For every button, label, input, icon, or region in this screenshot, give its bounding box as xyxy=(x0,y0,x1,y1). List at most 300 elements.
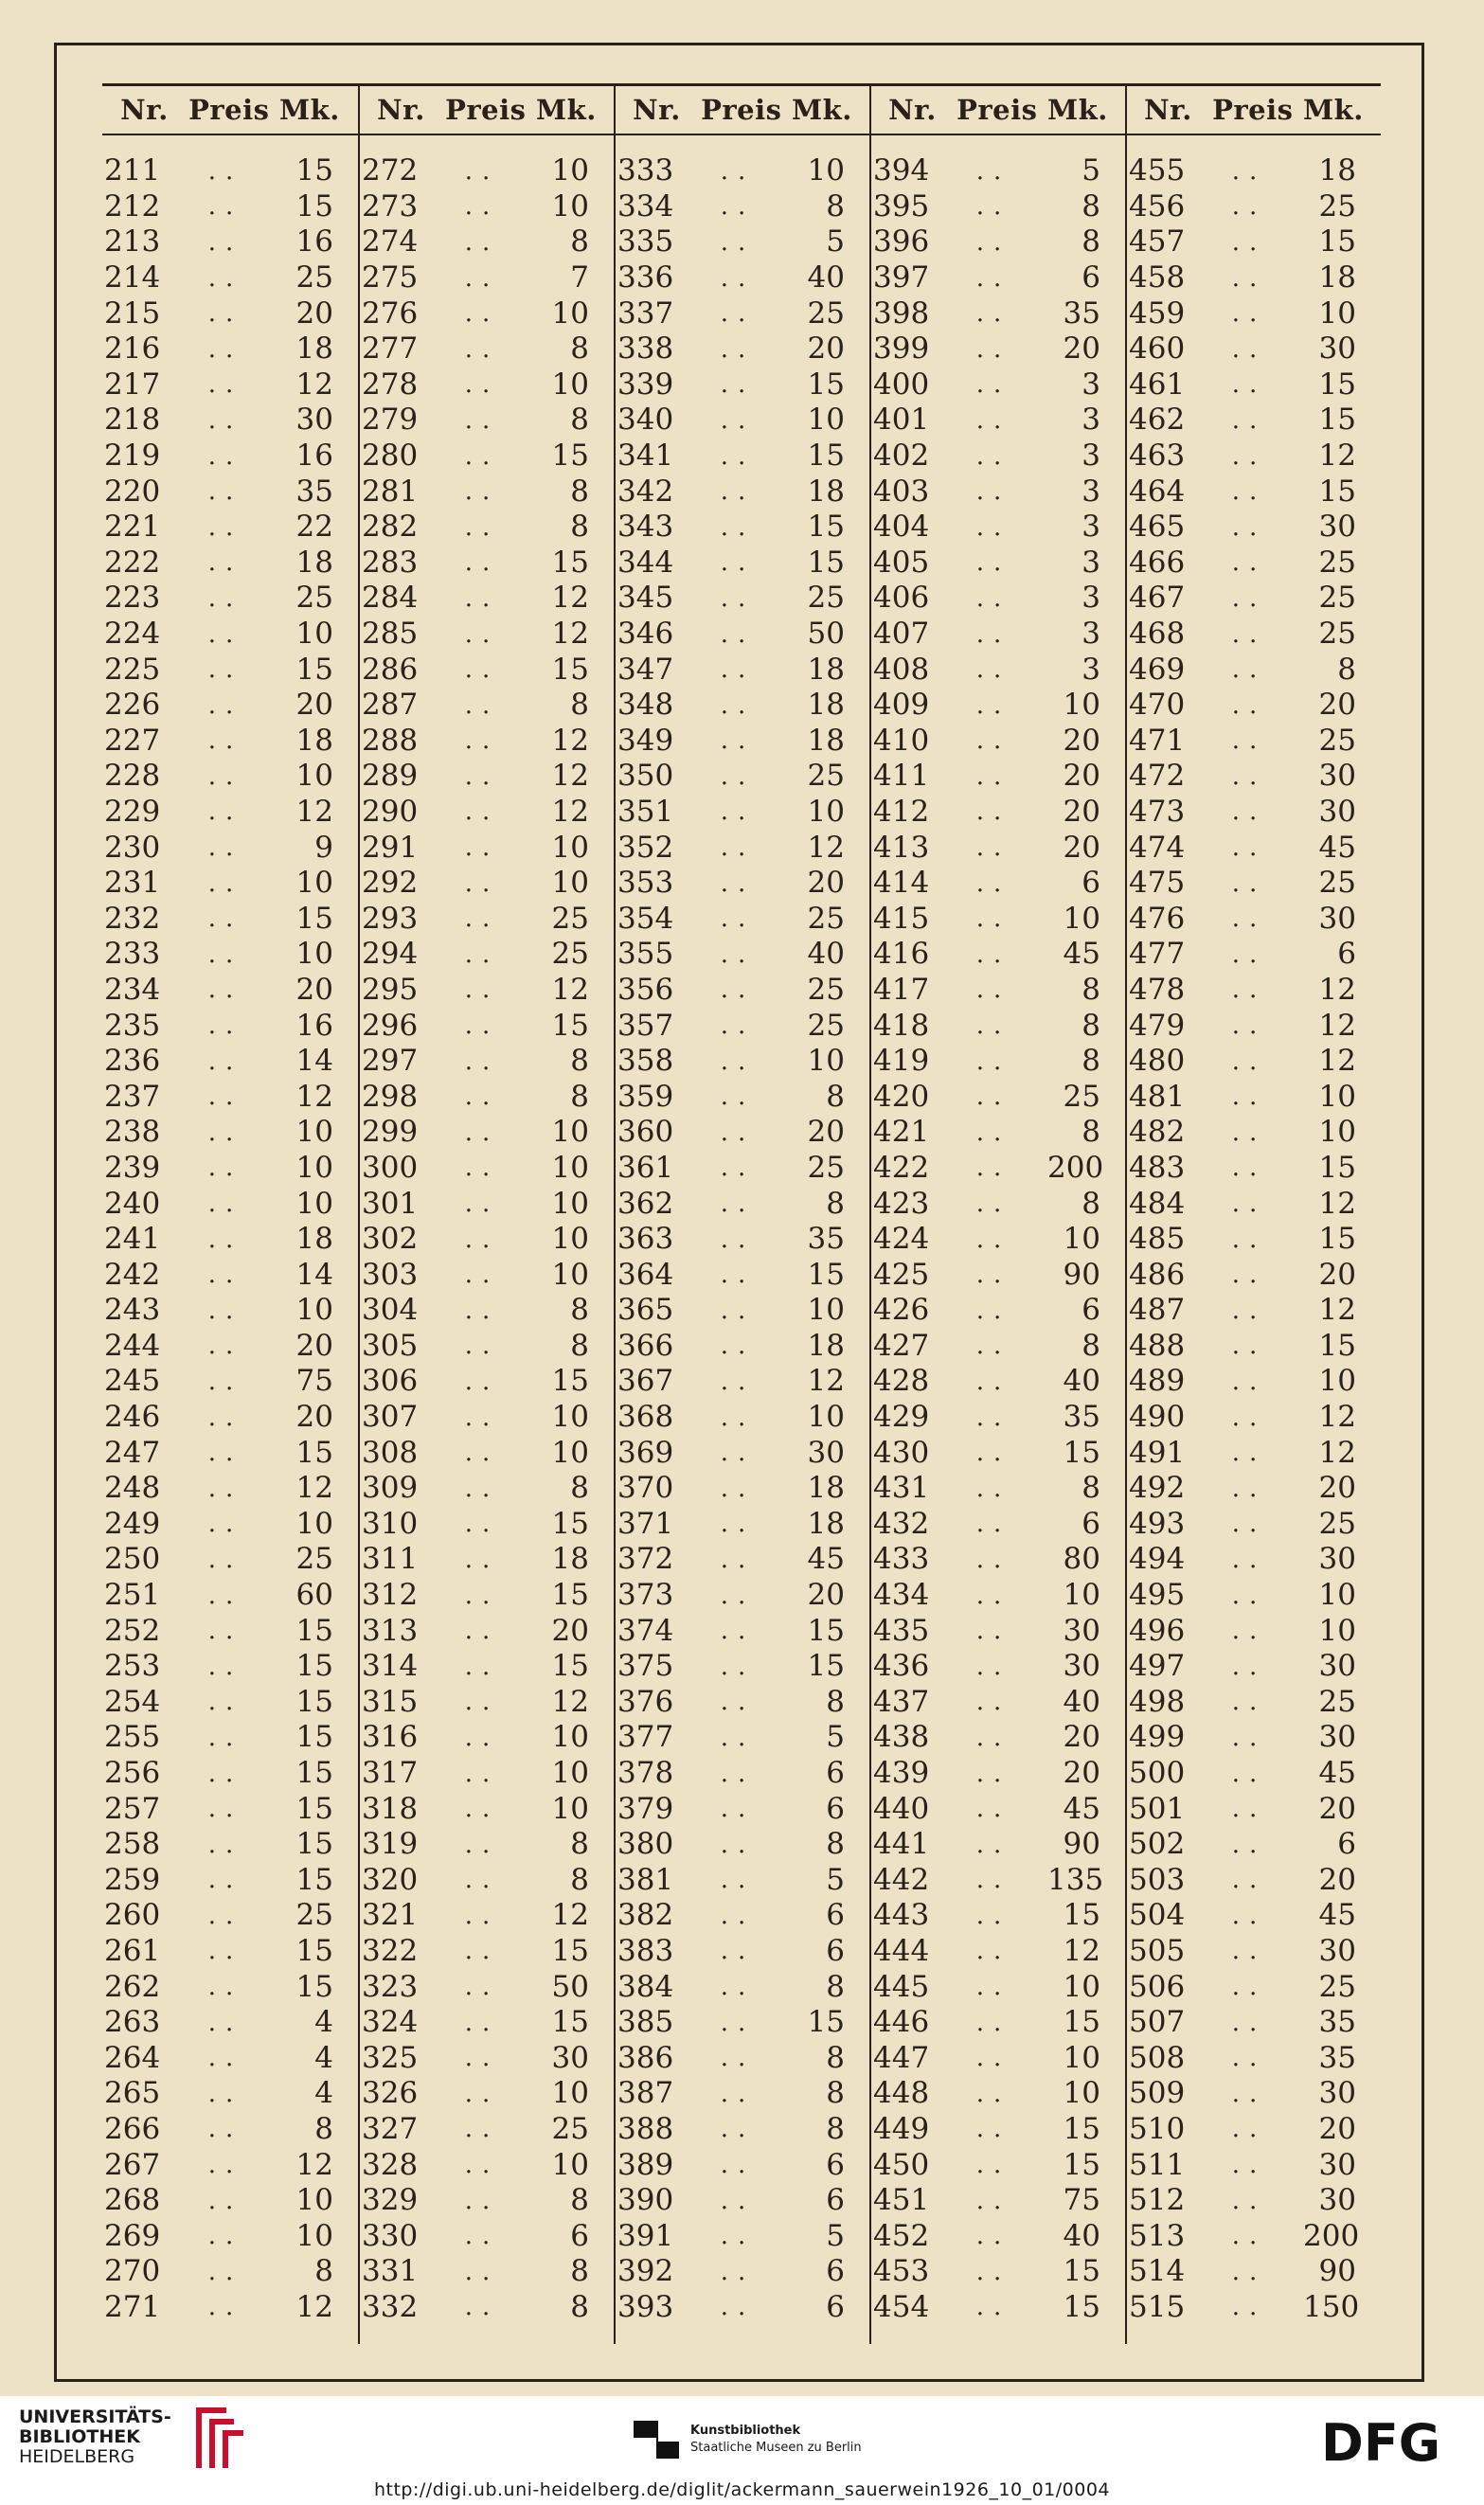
item-number: 275 xyxy=(362,260,419,295)
item-number: 387 xyxy=(617,2076,674,2111)
table-row xyxy=(102,1969,358,2005)
item-price: 90 xyxy=(1318,2254,1356,2289)
table-row xyxy=(102,1329,358,1365)
table-row xyxy=(1127,1756,1381,1792)
item-price: 10 xyxy=(551,188,589,224)
item-price: 10 xyxy=(1063,1969,1100,2004)
kunstbibliothek-logo[interactable] xyxy=(630,2413,862,2466)
item-price: 45 xyxy=(1063,937,1100,972)
item-price: 16 xyxy=(295,224,333,259)
table-row xyxy=(102,1151,358,1187)
item-number: 228 xyxy=(104,759,161,794)
item-number: 220 xyxy=(104,474,161,509)
item-number: 217 xyxy=(104,367,161,402)
table-row xyxy=(616,1222,869,1258)
table-row xyxy=(616,2112,869,2148)
item-price: 5 xyxy=(826,224,845,259)
leader-dots: .. xyxy=(720,2222,756,2251)
item-price: 25 xyxy=(1318,581,1356,616)
table-row xyxy=(616,295,869,331)
table-row xyxy=(871,724,1125,760)
leader-dots: .. xyxy=(207,1581,243,1610)
item-number: 361 xyxy=(617,1150,674,1185)
item-price: 15 xyxy=(807,545,845,580)
table-row xyxy=(871,1435,1125,1471)
leader-dots: .. xyxy=(464,619,500,649)
table-row xyxy=(360,2254,614,2290)
item-price: 30 xyxy=(1318,2076,1356,2111)
item-price: 15 xyxy=(295,1791,333,1826)
item-price: 10 xyxy=(1063,688,1100,723)
item-price: 30 xyxy=(1318,510,1356,545)
item-price: 12 xyxy=(295,1079,333,1114)
table-row xyxy=(616,1578,869,1614)
item-price: 4 xyxy=(314,2040,333,2075)
item-price: 25 xyxy=(295,1898,333,1933)
table-row xyxy=(360,1257,614,1293)
leader-dots: .. xyxy=(975,2257,1011,2286)
leader-dots: .. xyxy=(720,441,756,471)
header-nr: Nr. xyxy=(888,94,937,126)
table-row xyxy=(360,1222,614,1258)
table-row xyxy=(616,1969,869,2005)
table-row xyxy=(616,1257,869,1293)
item-price: 10 xyxy=(1318,1115,1356,1150)
price-column xyxy=(1125,86,1381,2344)
leader-dots: .. xyxy=(720,655,756,685)
item-number: 347 xyxy=(617,652,674,687)
table-row xyxy=(871,1044,1125,1080)
item-number: 258 xyxy=(104,1827,161,1862)
table-row xyxy=(616,1507,869,1543)
item-number: 286 xyxy=(362,652,419,687)
leader-dots: .. xyxy=(1231,1225,1267,1254)
item-price: 8 xyxy=(826,1684,845,1719)
item-number: 300 xyxy=(362,1150,419,1185)
item-number: 366 xyxy=(617,1328,674,1363)
item-number: 503 xyxy=(1129,1862,1186,1897)
item-price: 15 xyxy=(295,901,333,936)
item-price: 8 xyxy=(1082,1115,1100,1150)
item-number: 422 xyxy=(873,1150,930,1185)
item-price: 12 xyxy=(1318,1400,1356,1435)
leader-dots: .. xyxy=(720,1225,756,1254)
item-price: 10 xyxy=(295,1293,333,1328)
item-price: 15 xyxy=(1318,1150,1356,1185)
leader-dots: .. xyxy=(1231,1759,1267,1788)
item-number: 358 xyxy=(617,1044,674,1079)
item-number: 473 xyxy=(1129,794,1186,829)
item-number: 376 xyxy=(617,1684,674,1719)
item-number: 511 xyxy=(1129,2147,1186,2182)
item-number: 213 xyxy=(104,224,161,259)
item-number: 340 xyxy=(617,403,674,438)
leader-dots: .. xyxy=(464,441,500,471)
table-row xyxy=(360,2005,614,2041)
item-number: 215 xyxy=(104,295,161,331)
leader-dots: .. xyxy=(720,797,756,827)
item-number: 356 xyxy=(617,972,674,1007)
header-preis: Preis Mk. xyxy=(701,94,852,126)
item-number: 354 xyxy=(617,901,674,936)
item-price: 20 xyxy=(1063,1720,1100,1755)
leader-dots: .. xyxy=(1231,1866,1267,1895)
table-row xyxy=(360,973,614,1009)
item-number: 465 xyxy=(1129,510,1186,545)
table-row xyxy=(1127,1471,1381,1507)
item-price: 40 xyxy=(1063,2218,1100,2253)
table-row xyxy=(871,331,1125,367)
item-number: 339 xyxy=(617,367,674,402)
table-row xyxy=(1127,438,1381,474)
leader-dots: .. xyxy=(207,1225,243,1254)
item-number: 266 xyxy=(104,2111,161,2146)
item-number: 294 xyxy=(362,937,419,972)
item-price: 90 xyxy=(1063,1827,1100,1862)
item-price: 20 xyxy=(1318,2111,1356,2146)
item-price: 15 xyxy=(807,1613,845,1648)
table-row xyxy=(616,1542,869,1578)
leader-dots: .. xyxy=(975,512,1011,542)
item-number: 245 xyxy=(104,1364,161,1399)
item-price: 10 xyxy=(551,830,589,865)
item-price: 10 xyxy=(295,617,333,652)
item-number: 405 xyxy=(873,545,930,580)
leader-dots: .. xyxy=(1231,690,1267,720)
leader-dots: .. xyxy=(464,904,500,934)
leader-dots: .. xyxy=(464,227,500,257)
item-price: 7 xyxy=(570,260,589,295)
item-number: 357 xyxy=(617,1008,674,1043)
item-price: 12 xyxy=(295,1471,333,1506)
item-price: 40 xyxy=(1063,1364,1100,1399)
item-price: 15 xyxy=(1318,403,1356,438)
leader-dots: .. xyxy=(464,1866,500,1895)
table-row xyxy=(102,617,358,653)
item-number: 360 xyxy=(617,1115,674,1150)
item-number: 310 xyxy=(362,1506,419,1541)
source-url[interactable]: http://digi.ub.uni-heidelberg.de/diglit/ackermann_sauerwein1926_10_01/0004 xyxy=(373,2479,1111,2500)
table-row xyxy=(360,1400,614,1436)
leader-dots: .. xyxy=(1231,868,1267,898)
leader-dots: .. xyxy=(207,726,243,756)
leader-dots: .. xyxy=(464,263,500,293)
item-price: 25 xyxy=(807,581,845,616)
table-row xyxy=(616,581,869,617)
leader-dots: .. xyxy=(975,334,1011,364)
table-row xyxy=(360,1008,614,1044)
item-price: 15 xyxy=(807,510,845,545)
table-row xyxy=(1127,295,1381,331)
item-number: 394 xyxy=(873,153,930,188)
item-number: 441 xyxy=(873,1827,930,1862)
table-row xyxy=(871,153,1125,189)
item-price: 15 xyxy=(551,652,589,687)
table-row xyxy=(102,2254,358,2290)
table-row xyxy=(616,260,869,296)
item-price: 25 xyxy=(551,901,589,936)
leader-dots: .. xyxy=(720,1296,756,1325)
item-number: 391 xyxy=(617,2218,674,2253)
item-number: 289 xyxy=(362,759,419,794)
leader-dots: .. xyxy=(975,1154,1011,1183)
table-row xyxy=(1127,1115,1381,1151)
item-price: 10 xyxy=(551,1400,589,1435)
leader-dots: .. xyxy=(464,156,500,186)
table-row xyxy=(360,510,614,546)
leader-dots: .. xyxy=(464,1047,500,1076)
leader-dots: .. xyxy=(1231,1545,1267,1574)
item-number: 307 xyxy=(362,1400,419,1435)
leader-dots: .. xyxy=(720,833,756,863)
item-price: 8 xyxy=(570,1827,589,1862)
item-number: 429 xyxy=(873,1400,930,1435)
item-price: 12 xyxy=(1318,1008,1356,1043)
table-row xyxy=(871,224,1125,260)
item-number: 344 xyxy=(617,545,674,580)
leader-dots: .. xyxy=(720,1118,756,1147)
item-number: 263 xyxy=(104,2005,161,2040)
table-row xyxy=(102,2076,358,2112)
item-price: 25 xyxy=(807,759,845,794)
table-row xyxy=(360,153,614,189)
dfg-logo[interactable] xyxy=(1321,2413,1463,2466)
leader-dots: .. xyxy=(464,405,500,435)
table-row xyxy=(1127,1222,1381,1258)
item-price: 8 xyxy=(1082,224,1100,259)
item-price: 20 xyxy=(551,1613,589,1648)
leader-dots: .. xyxy=(1231,1190,1267,1219)
item-number: 329 xyxy=(362,2183,419,2218)
item-number: 230 xyxy=(104,830,161,865)
item-number: 211 xyxy=(104,153,161,188)
leader-dots: .. xyxy=(720,477,756,507)
leader-dots: .. xyxy=(720,548,756,578)
table-row xyxy=(102,1008,358,1044)
item-number: 505 xyxy=(1129,1933,1186,1968)
item-number: 364 xyxy=(617,1257,674,1292)
table-row xyxy=(871,1115,1125,1151)
item-number: 335 xyxy=(617,224,674,259)
leader-dots: .. xyxy=(720,1866,756,1895)
leader-dots: .. xyxy=(207,904,243,934)
price-column xyxy=(614,86,869,2344)
item-price: 8 xyxy=(1082,1008,1100,1043)
leader-dots: .. xyxy=(207,1545,243,1574)
item-price: 4 xyxy=(314,2076,333,2111)
item-number: 450 xyxy=(873,2147,930,2182)
table-row xyxy=(616,1044,869,1080)
item-number: 492 xyxy=(1129,1471,1186,1506)
item-price: 8 xyxy=(1082,188,1100,224)
leader-dots: .. xyxy=(1231,1261,1267,1290)
table-row xyxy=(1127,581,1381,617)
table-row xyxy=(102,652,358,688)
item-price: 10 xyxy=(551,1186,589,1221)
leader-dots: .. xyxy=(207,1652,243,1681)
table-row xyxy=(616,474,869,510)
table-row xyxy=(871,973,1125,1009)
table-row xyxy=(871,830,1125,866)
item-price: 8 xyxy=(1337,652,1356,687)
ub-heidelberg-logo[interactable] xyxy=(19,2402,247,2473)
leader-dots: .. xyxy=(464,797,500,827)
item-number: 362 xyxy=(617,1186,674,1221)
item-number: 490 xyxy=(1129,1400,1186,1435)
leader-dots: .. xyxy=(975,2079,1011,2108)
table-row xyxy=(871,1898,1125,1934)
item-number: 476 xyxy=(1129,901,1186,936)
item-price: 18 xyxy=(295,1222,333,1257)
table-row xyxy=(1127,2040,1381,2076)
leader-dots: .. xyxy=(207,1723,243,1752)
item-price: 8 xyxy=(314,2254,333,2289)
item-number: 468 xyxy=(1129,617,1186,652)
item-number: 390 xyxy=(617,2183,674,2218)
leader-dots: .. xyxy=(1231,1617,1267,1646)
item-number: 482 xyxy=(1129,1115,1186,1150)
item-number: 434 xyxy=(873,1578,930,1613)
leader-dots: .. xyxy=(975,299,1011,329)
table-row xyxy=(616,1685,869,1721)
table-row xyxy=(360,1578,614,1614)
table-row xyxy=(360,1364,614,1400)
item-price: 15 xyxy=(807,1257,845,1292)
table-row xyxy=(616,2183,869,2219)
item-price: 18 xyxy=(551,1542,589,1577)
leader-dots: .. xyxy=(464,1830,500,1859)
item-number: 252 xyxy=(104,1613,161,1648)
table-row xyxy=(871,546,1125,582)
item-price: 50 xyxy=(551,1969,589,2004)
item-number: 411 xyxy=(873,759,930,794)
leader-dots: .. xyxy=(720,2079,756,2108)
leader-dots: .. xyxy=(464,1083,500,1112)
item-price: 15 xyxy=(295,1720,333,1755)
leader-dots: .. xyxy=(207,1830,243,1859)
item-price: 18 xyxy=(807,1471,845,1506)
table-row xyxy=(102,795,358,831)
table-row xyxy=(102,1791,358,1827)
table-row xyxy=(616,724,869,760)
item-number: 445 xyxy=(873,1969,930,2004)
item-price: 30 xyxy=(1318,1933,1356,1968)
leader-dots: .. xyxy=(464,1190,500,1219)
table-row xyxy=(616,1791,869,1827)
item-price: 12 xyxy=(295,2289,333,2324)
item-number: 292 xyxy=(362,866,419,901)
item-price: 6 xyxy=(826,1933,845,1968)
table-row xyxy=(1127,1827,1381,1863)
item-price: 15 xyxy=(1063,2289,1100,2324)
item-price: 8 xyxy=(826,1827,845,1862)
leader-dots: .. xyxy=(720,904,756,934)
item-price: 8 xyxy=(314,2111,333,2146)
item-price: 10 xyxy=(551,1257,589,1292)
table-row xyxy=(360,403,614,438)
leader-dots: .. xyxy=(1231,1510,1267,1539)
leader-dots: .. xyxy=(207,263,243,293)
leader-dots: .. xyxy=(207,1261,243,1290)
table-row xyxy=(102,901,358,937)
item-price: 15 xyxy=(295,1862,333,1897)
leader-dots: .. xyxy=(464,370,500,400)
table-row xyxy=(360,1898,614,1934)
leader-dots: .. xyxy=(207,1118,243,1147)
item-number: 337 xyxy=(617,295,674,331)
leader-dots: .. xyxy=(207,548,243,578)
table-row xyxy=(360,581,614,617)
item-number: 427 xyxy=(873,1328,930,1363)
item-number: 385 xyxy=(617,2005,674,2040)
item-number: 303 xyxy=(362,1257,419,1292)
leader-dots: .. xyxy=(207,2151,243,2180)
table-row xyxy=(102,295,358,331)
table-row xyxy=(102,1257,358,1293)
table-row xyxy=(616,652,869,688)
item-price: 5 xyxy=(1082,153,1100,188)
item-number: 298 xyxy=(362,1079,419,1114)
item-number: 484 xyxy=(1129,1186,1186,1221)
item-number: 485 xyxy=(1129,1222,1186,1257)
item-price: 35 xyxy=(807,1222,845,1257)
leader-dots: .. xyxy=(1231,583,1267,613)
item-price: 35 xyxy=(1318,2005,1356,2040)
item-number: 433 xyxy=(873,1542,930,1577)
item-price: 200 xyxy=(1303,2218,1360,2253)
leader-dots: .. xyxy=(464,583,500,613)
item-price: 6 xyxy=(826,2289,845,2324)
leader-dots: .. xyxy=(720,1011,756,1041)
item-number: 399 xyxy=(873,331,930,367)
item-price: 6 xyxy=(1337,937,1356,972)
header-nr: Nr. xyxy=(1144,94,1192,126)
leader-dots: .. xyxy=(720,1261,756,1290)
item-price: 15 xyxy=(1318,474,1356,509)
leader-dots: .. xyxy=(720,1545,756,1574)
item-number: 287 xyxy=(362,688,419,723)
item-price: 6 xyxy=(1337,1827,1356,1862)
item-number: 419 xyxy=(873,1044,930,1079)
leader-dots: .. xyxy=(464,1332,500,1361)
leader-dots: .. xyxy=(720,299,756,329)
item-price: 16 xyxy=(295,1008,333,1043)
leader-dots: .. xyxy=(975,1118,1011,1147)
item-price: 15 xyxy=(1063,2147,1100,2182)
leader-dots: .. xyxy=(1231,1474,1267,1503)
item-price: 20 xyxy=(295,972,333,1007)
leader-dots: .. xyxy=(207,1047,243,1076)
item-price: 10 xyxy=(1318,1578,1356,1613)
item-number: 435 xyxy=(873,1613,930,1648)
ub-line-3: HEIDELBERG xyxy=(19,2446,135,2467)
item-number: 278 xyxy=(362,367,419,402)
item-price: 8 xyxy=(826,2076,845,2111)
item-number: 499 xyxy=(1129,1720,1186,1755)
item-number: 368 xyxy=(617,1400,674,1435)
table-row xyxy=(360,2040,614,2076)
leader-dots: .. xyxy=(975,2151,1011,2180)
item-price: 15 xyxy=(1318,224,1356,259)
item-number: 270 xyxy=(104,2254,161,2289)
leader-dots: .. xyxy=(207,975,243,1005)
item-price: 30 xyxy=(1063,1613,1100,1648)
item-number: 242 xyxy=(104,1257,161,1292)
leader-dots: .. xyxy=(720,1759,756,1788)
leader-dots: .. xyxy=(720,1510,756,1539)
table-row xyxy=(102,1685,358,1721)
leader-dots: .. xyxy=(1231,2044,1267,2073)
